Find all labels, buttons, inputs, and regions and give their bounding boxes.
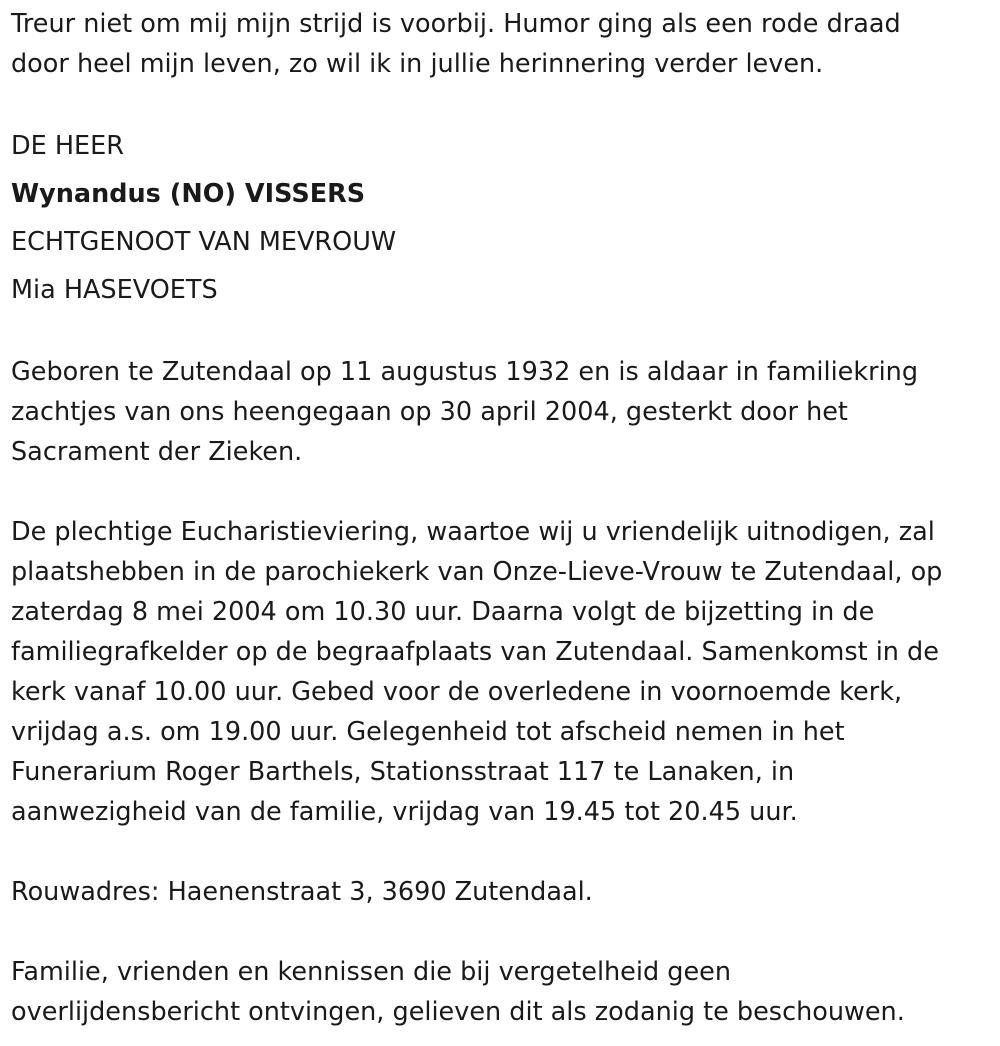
- paragraph-spacer: [11, 312, 986, 352]
- ceremony-line: plaatshebben in de parochiekerk van Onze-Lieve-Vrouw te Zutendaal, op: [11, 557, 943, 587]
- intro-line: door heel mijn leven, zo wil ik in jullie herinnering verder leven.: [11, 49, 824, 79]
- closing-line: overlijdensbericht ontvingen, gelieven dit als zodanig te beschouwen.: [11, 997, 905, 1027]
- birth-line: Geboren te Zutendaal op 11 augustus 1932 en is aldaar in familiekring: [11, 357, 919, 387]
- salutation: DE HEER: [11, 131, 124, 161]
- birth-line: Sacrament der Zieken.: [11, 437, 303, 467]
- address-paragraph: [11, 872, 986, 912]
- ceremony-line: kerk vanaf 10.00 uur. Gebed voor de overledene in voornoemde kerk,: [11, 677, 903, 707]
- paragraph-spacer: [11, 84, 986, 124]
- ceremony-line: vrijdag a.s. om 19.00 uur. Gelegenheid tot afscheid nemen in het: [11, 717, 845, 747]
- deceased-name: Wynandus (NO) VISSERS: [11, 179, 366, 209]
- relation-label: ECHTGENOOT VAN MEVROUW: [11, 227, 397, 257]
- ceremony-line: De plechtige Eucharistieviering, waartoe wij u vriendelijk uitnodigen, zal: [11, 517, 935, 547]
- paragraph-spacer: [11, 832, 986, 872]
- closing-paragraph: [11, 952, 986, 1032]
- deceased-title-block: [11, 122, 986, 314]
- birth-paragraph: [11, 352, 986, 472]
- paragraph-spacer: [11, 912, 986, 952]
- spouse-name: Mia HASEVOETS: [11, 275, 218, 305]
- closing-line: Familie, vrienden en kennissen die bij vergetelheid geen: [11, 957, 731, 987]
- ceremony-line: Funerarium Roger Barthels, Stationsstraat 117 te Lanaken, in: [11, 757, 795, 787]
- intro-paragraph: [11, 4, 986, 84]
- birth-line: zachtjes van ons heengegaan op 30 april 2004, gesterkt door het: [11, 397, 848, 427]
- ceremony-line: aanwezigheid van de familie, vrijdag van 19.45 tot 20.45 uur.: [11, 797, 798, 827]
- ceremony-line: familiegrafkelder op de begraafplaats van Zutendaal. Samenkomst in de: [11, 637, 939, 667]
- mourning-address: Rouwadres: Haenenstraat 3, 3690 Zutendaal.: [11, 877, 593, 907]
- paragraph-spacer: [11, 472, 986, 512]
- intro-line: Treur niet om mij mijn strijd is voorbij. Humor ging als een rode draad: [11, 9, 901, 39]
- ceremony-paragraph: [11, 512, 986, 832]
- obituary-document: [11, 4, 986, 1032]
- ceremony-line: zaterdag 8 mei 2004 om 10.30 uur. Daarna volgt de bijzetting in de: [11, 597, 875, 627]
